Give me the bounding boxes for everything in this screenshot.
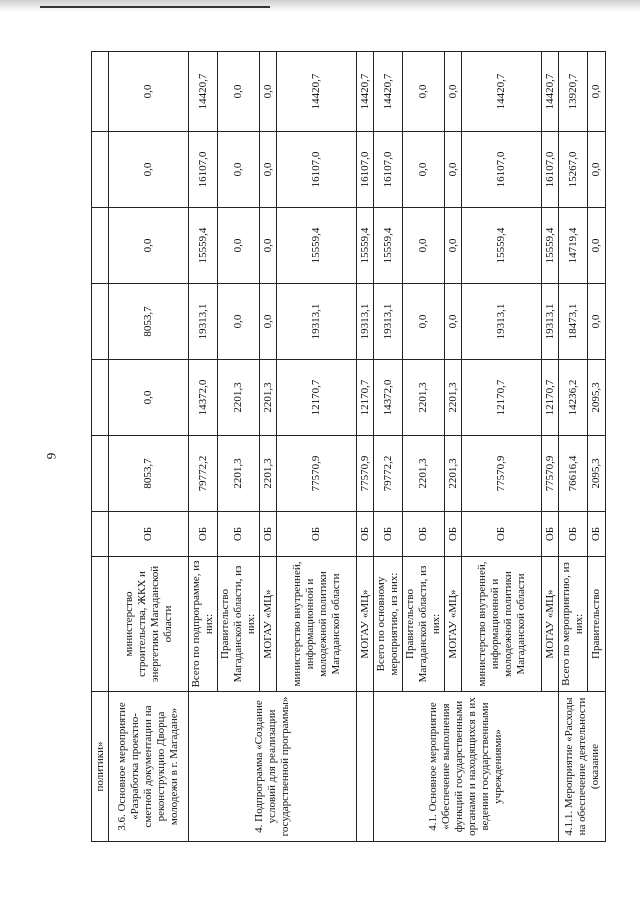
- table-cell: 0,0: [445, 208, 462, 284]
- table-cell: 2201,3: [403, 360, 445, 436]
- table-cell: 0,0: [260, 208, 277, 284]
- table-cell: политики»: [92, 692, 109, 842]
- table-cell: ОБ: [559, 512, 588, 557]
- table-cell: ОБ: [357, 512, 374, 557]
- table-cell: 14420,7: [189, 52, 218, 132]
- table-cell: ОБ: [277, 512, 357, 557]
- table-cell: МОГАУ «МЦ»: [542, 557, 559, 692]
- scan-artifact-line: [40, 6, 270, 8]
- table-cell: ОБ: [542, 512, 559, 557]
- table-cell: 19313,1: [462, 284, 542, 360]
- table-cell: 2201,3: [403, 436, 445, 512]
- table-cell: ОБ: [260, 512, 277, 557]
- table-cell: [92, 208, 109, 284]
- table-cell: 0,0: [588, 284, 606, 360]
- table-cell: 0,0: [403, 52, 445, 132]
- table-cell: 14372,0: [374, 360, 403, 436]
- table-cell: 18473,1: [559, 284, 588, 360]
- table-cell: [92, 557, 109, 692]
- table-cell: 14420,7: [542, 52, 559, 132]
- table-cell: 16107,0: [277, 132, 357, 208]
- table-row: [109, 52, 189, 842]
- table-cell: 12170,7: [462, 360, 542, 436]
- page-number: 9: [43, 452, 59, 460]
- table-cell: [92, 284, 109, 360]
- table-cell: 15559,4: [542, 208, 559, 284]
- table-cell: 77570,9: [542, 436, 559, 512]
- table-cell: [92, 512, 109, 557]
- table-cell: ОБ: [374, 512, 403, 557]
- table-cell: 15559,4: [462, 208, 542, 284]
- table-cell: 15559,4: [357, 208, 374, 284]
- table-cell: 0,0: [109, 132, 189, 208]
- table-cell: 79772,2: [374, 436, 403, 512]
- table-cell: 2095,3: [588, 360, 606, 436]
- table-cell: 79772,2: [189, 436, 218, 512]
- table-cell: 16107,0: [542, 132, 559, 208]
- table-cell: 19313,1: [542, 284, 559, 360]
- table-cell: 2201,3: [260, 436, 277, 512]
- table-cell: 77570,9: [462, 436, 542, 512]
- table-cell: 0,0: [218, 284, 260, 360]
- table-cell: 0,0: [403, 132, 445, 208]
- table-cell: Всего по подпрограмме, из них:: [189, 557, 218, 692]
- table-cell: ОБ: [189, 512, 218, 557]
- table-cell: 0,0: [218, 52, 260, 132]
- table-row: [92, 52, 109, 842]
- table-cell: 0,0: [260, 284, 277, 360]
- table-cell: 16107,0: [462, 132, 542, 208]
- table-cell: 12170,7: [357, 360, 374, 436]
- table-cell: 77570,9: [277, 436, 357, 512]
- table-cell: 0,0: [260, 132, 277, 208]
- table-cell: 15559,4: [374, 208, 403, 284]
- table-cell: 19313,1: [189, 284, 218, 360]
- table-cell: 2201,3: [445, 360, 462, 436]
- table-cell: Правительство Магаданской области, из них:: [403, 557, 445, 692]
- table-cell: 0,0: [445, 284, 462, 360]
- table-cell: 14420,7: [357, 52, 374, 132]
- table-cell: 19313,1: [357, 284, 374, 360]
- table-cell: 14420,7: [462, 52, 542, 132]
- table-cell: Всего по мероприятию, из них:: [559, 557, 588, 692]
- table-cell: 12170,7: [542, 360, 559, 436]
- table-cell: 14420,7: [277, 52, 357, 132]
- table-cell: МОГАУ «МЦ»: [445, 557, 462, 692]
- table-cell: 77570,9: [357, 436, 374, 512]
- table-cell: [92, 436, 109, 512]
- table-cell: 0,0: [445, 132, 462, 208]
- budget-table: [91, 51, 606, 842]
- table-cell: ОБ: [588, 512, 606, 557]
- table-cell: Правительство: [588, 557, 606, 692]
- table-cell: 15267,0: [559, 132, 588, 208]
- table-cell: [92, 360, 109, 436]
- table-cell: 14719,4: [559, 208, 588, 284]
- table-cell: 2201,3: [445, 436, 462, 512]
- table-cell: 19313,1: [374, 284, 403, 360]
- table-cell: 12170,7: [277, 360, 357, 436]
- table-cell: 0,0: [218, 132, 260, 208]
- table-cell: 2201,3: [218, 436, 260, 512]
- table-cell: МОГАУ «МЦ»: [260, 557, 277, 692]
- table-cell: 0,0: [109, 52, 189, 132]
- table-cell: 4.1. Основное мероприятие «Обеспечение выполнения функций государственными органами и находящихся в их ведении государственными учреждениями»: [374, 692, 559, 842]
- table-cell: 0,0: [403, 284, 445, 360]
- table-row: [374, 52, 403, 842]
- table-cell: министерство внутренней, информационной и молодежной политики Магаданской области: [462, 557, 542, 692]
- table-cell: 0,0: [588, 52, 606, 132]
- table-cell: [92, 52, 109, 132]
- table-cell: Правительство Магаданской области, из них:: [218, 557, 260, 692]
- table-cell: ОБ: [218, 512, 260, 557]
- table-cell: ОБ: [445, 512, 462, 557]
- table-cell: 4.1.1. Мероприятие «Расходы на обеспечение деятельности (оказание: [559, 692, 606, 842]
- table-cell: [357, 692, 374, 842]
- table-cell: 0,0: [588, 208, 606, 284]
- table-cell: 0,0: [109, 208, 189, 284]
- table-cell: 2095,3: [588, 436, 606, 512]
- table-cell: 16107,0: [374, 132, 403, 208]
- table-cell: 15559,4: [189, 208, 218, 284]
- rotated-table-container: [91, 52, 602, 842]
- table-cell: 8053,7: [109, 436, 189, 512]
- table-cell: 14236,2: [559, 360, 588, 436]
- table-cell: МОГАУ «МЦ»: [357, 557, 374, 692]
- table-cell: [92, 132, 109, 208]
- table-cell: 14420,7: [374, 52, 403, 132]
- table-cell: 3.6. Основное мероприятие «Разработка проектно-сметной документации на реконструкцию Дворца молодежи в г. Магадане»: [109, 692, 189, 842]
- table-cell: 13920,7: [559, 52, 588, 132]
- table-cell: 19313,1: [277, 284, 357, 360]
- table-cell: 4. Подпрограмма «Создание условий для реализации государственной программы»: [189, 692, 357, 842]
- table-cell: 16107,0: [357, 132, 374, 208]
- table-cell: ОБ: [403, 512, 445, 557]
- table-cell: 14372,0: [189, 360, 218, 436]
- table-row: [559, 52, 588, 842]
- table-cell: Всего по основному мероприятию, из них:: [374, 557, 403, 692]
- table-row: [189, 52, 218, 842]
- table-cell: 0,0: [260, 52, 277, 132]
- table-cell: 2201,3: [260, 360, 277, 436]
- table-cell: 0,0: [403, 208, 445, 284]
- table-cell: 8053,7: [109, 284, 189, 360]
- table-cell: 2201,3: [218, 360, 260, 436]
- table-cell: 76616,4: [559, 436, 588, 512]
- table-row: [357, 52, 374, 842]
- table-cell: 15559,4: [277, 208, 357, 284]
- table-cell: 0,0: [218, 208, 260, 284]
- table-cell: 0,0: [109, 360, 189, 436]
- table-cell: 0,0: [588, 132, 606, 208]
- table-cell: министерство внутренней, информационной и молодежной политики Магаданской области: [277, 557, 357, 692]
- table-cell: ОБ: [462, 512, 542, 557]
- table-cell: ОБ: [109, 512, 189, 557]
- table-cell: 0,0: [445, 52, 462, 132]
- table-cell: 16107,0: [189, 132, 218, 208]
- table-cell: министерство строительства, ЖКХ и энергетики Магаданской области: [109, 557, 189, 692]
